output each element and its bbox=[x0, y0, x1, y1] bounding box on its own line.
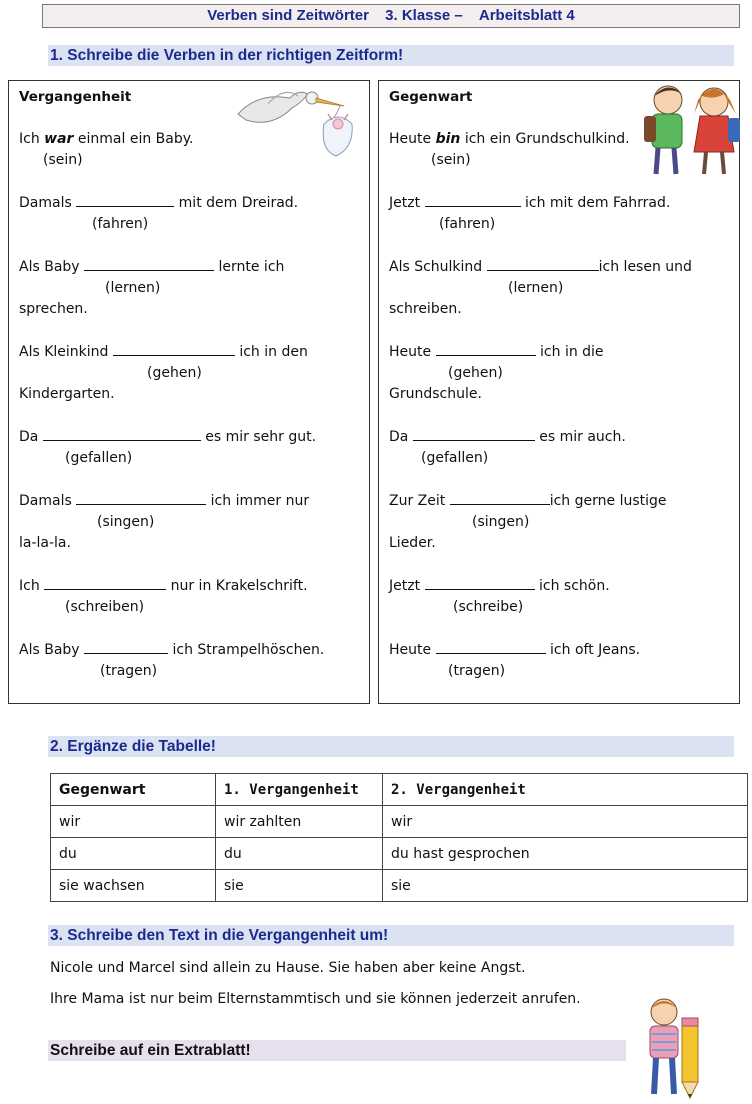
present-hint-1: (fahren) bbox=[439, 216, 496, 232]
task2-title: 2. Ergänze die Tabelle! bbox=[48, 736, 734, 757]
answer-blank[interactable] bbox=[450, 493, 550, 505]
table-cell[interactable]: du bbox=[51, 838, 216, 870]
past-tail-2: sprechen. bbox=[19, 301, 88, 317]
table-row bbox=[51, 806, 748, 838]
past-item-1: Damals mit dem Dreirad. bbox=[19, 195, 299, 211]
task3-line-1: Nicole und Marcel sind allein zu Hause. Sie haben aber keine Angst. bbox=[50, 960, 526, 976]
present-example: Heute bin ich ein Grundschulkind. bbox=[389, 131, 630, 147]
table-cell[interactable]: wir bbox=[383, 806, 748, 838]
school-children-icon bbox=[640, 80, 748, 180]
answer-blank[interactable] bbox=[43, 429, 201, 441]
past-example-hint: (sein) bbox=[43, 152, 83, 168]
present-hint-3: (gehen) bbox=[448, 365, 503, 381]
answer-blank[interactable] bbox=[84, 259, 214, 271]
past-tail-5: la-la-la. bbox=[19, 535, 71, 551]
present-hint-5: (singen) bbox=[472, 514, 530, 530]
table-cell[interactable]: wir zahlten bbox=[216, 806, 383, 838]
present-item-5: Zur Zeit ich gerne lustige bbox=[389, 493, 667, 509]
present-item-6: Jetzt ich schön. bbox=[389, 578, 610, 594]
present-item-2: Als Schulkind ich lesen und bbox=[389, 259, 692, 275]
present-example-hint: (sein) bbox=[431, 152, 471, 168]
past-hint-1: (fahren) bbox=[92, 216, 149, 232]
task3-title: 3. Schreibe den Text in die Vergangenheit um! bbox=[48, 925, 734, 946]
past-hint-3: (gehen) bbox=[147, 365, 202, 381]
past-hint-2: (lernen) bbox=[105, 280, 161, 296]
past-heading: Vergangenheit bbox=[19, 89, 132, 105]
present-tail-3: Grundschule. bbox=[389, 386, 482, 402]
past-hint-6: (schreiben) bbox=[65, 599, 145, 615]
table-cell[interactable]: du hast gesprochen bbox=[383, 838, 748, 870]
past-hint-7: (tragen) bbox=[100, 663, 158, 679]
column-header: Gegenwart bbox=[51, 774, 216, 806]
present-heading: Gegenwart bbox=[389, 89, 473, 105]
answer-blank[interactable] bbox=[44, 578, 166, 590]
present-item-4: Da es mir auch. bbox=[389, 429, 626, 445]
answer-blank[interactable] bbox=[413, 429, 535, 441]
table-cell[interactable]: sie wachsen bbox=[51, 870, 216, 902]
table-cell[interactable]: sie bbox=[383, 870, 748, 902]
past-item-4: Da es mir sehr gut. bbox=[19, 429, 317, 445]
answer-blank[interactable] bbox=[76, 195, 174, 207]
present-tail-2: schreiben. bbox=[389, 301, 462, 317]
answer-blank[interactable] bbox=[113, 344, 235, 356]
past-hint-4: (gefallen) bbox=[65, 450, 133, 466]
answer-blank[interactable] bbox=[436, 642, 546, 654]
past-item-6: Ich nur in Krakelschrift. bbox=[19, 578, 308, 594]
table-header-row bbox=[51, 774, 748, 806]
column-header: 2. Vergangenheit bbox=[383, 774, 748, 806]
present-hint-4: (gefallen) bbox=[421, 450, 489, 466]
answer-blank[interactable] bbox=[425, 195, 521, 207]
past-tail-3: Kindergarten. bbox=[19, 386, 115, 402]
present-hint-2: (lernen) bbox=[508, 280, 564, 296]
column-header: 1. Vergangenheit bbox=[216, 774, 383, 806]
present-item-1: Jetzt ich mit dem Fahrrad. bbox=[389, 195, 671, 211]
present-hint-7: (tragen) bbox=[448, 663, 506, 679]
past-hint-5: (singen) bbox=[97, 514, 155, 530]
stork-with-baby-icon bbox=[228, 84, 362, 164]
header-klasse: 3. Klasse – bbox=[385, 7, 463, 24]
past-item-7: Als Baby ich Strampelhöschen. bbox=[19, 642, 325, 658]
present-tail-5: Lieder. bbox=[389, 535, 436, 551]
present-item-3: Heute ich in die bbox=[389, 344, 604, 360]
past-example: Ich war einmal ein Baby. bbox=[19, 131, 194, 147]
footer-note: Schreibe auf ein Extrablatt! bbox=[48, 1040, 626, 1061]
table-cell[interactable]: du bbox=[216, 838, 383, 870]
worksheet-header bbox=[42, 4, 740, 28]
answer-blank[interactable] bbox=[436, 344, 536, 356]
task1-title: 1. Schreibe die Verben in der richtigen Zeitform! bbox=[48, 45, 734, 66]
past-item-3: Als Kleinkind ich in den bbox=[19, 344, 308, 360]
answer-blank[interactable] bbox=[76, 493, 206, 505]
present-hint-6: (schreibe) bbox=[453, 599, 524, 615]
boy-with-pencil-icon bbox=[640, 994, 710, 1102]
verb-table bbox=[50, 773, 748, 902]
task3-line-2: Ihre Mama ist nur beim Elternstammtisch und sie können jederzeit anrufen. bbox=[50, 991, 581, 1007]
header-title: Verben sind Zeitwörter bbox=[207, 7, 369, 24]
present-item-7: Heute ich oft Jeans. bbox=[389, 642, 641, 658]
answer-blank[interactable] bbox=[425, 578, 535, 590]
table-row bbox=[51, 870, 748, 902]
answer-blank[interactable] bbox=[487, 259, 599, 271]
answer-blank[interactable] bbox=[84, 642, 168, 654]
table-row bbox=[51, 838, 748, 870]
past-item-5: Damals ich immer nur bbox=[19, 493, 310, 509]
past-item-2: Als Baby lernte ich bbox=[19, 259, 285, 275]
header-blatt: Arbeitsblatt 4 bbox=[478, 7, 575, 24]
table-cell[interactable]: wir bbox=[51, 806, 216, 838]
table-cell[interactable]: sie bbox=[216, 870, 383, 902]
